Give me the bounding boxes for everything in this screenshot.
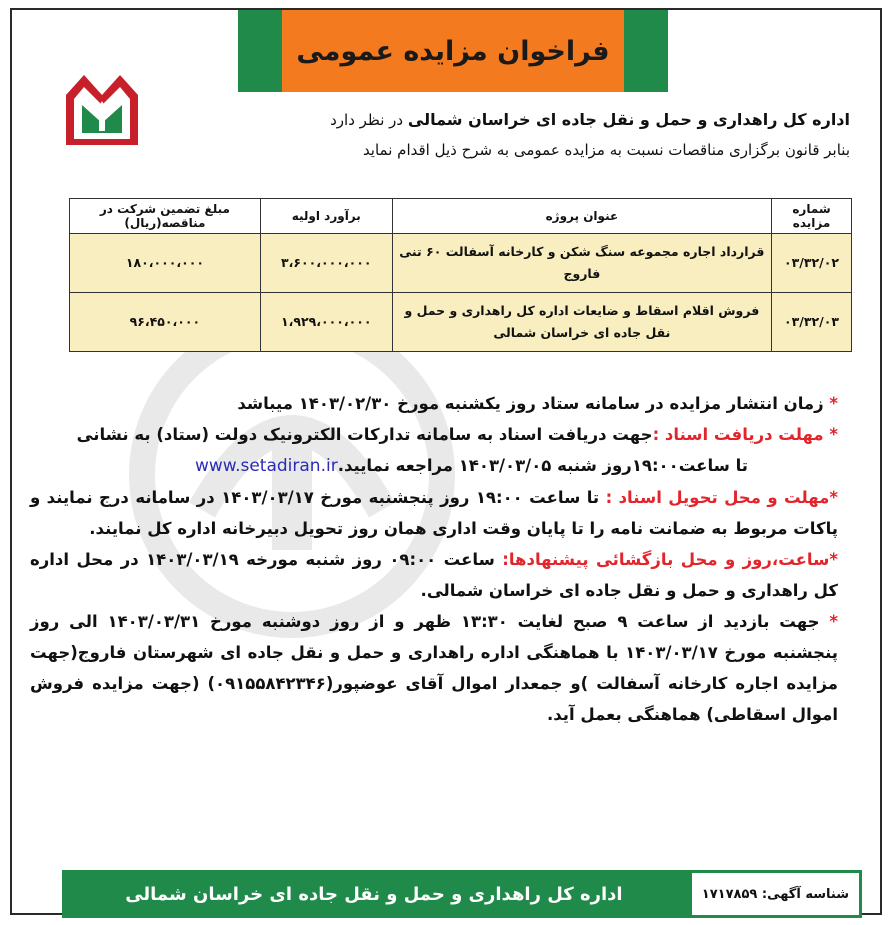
- bullet-star-icon: *: [823, 394, 838, 413]
- open-label: ساعت،روز و محل بازگشائی پیشنهادها:: [502, 550, 830, 569]
- receive-item: [30, 419, 838, 482]
- bullet-star-icon: *: [819, 612, 839, 631]
- intro-line-2: بنابر قانون برگزاری مناقصات نسبت به مزایده عمومی به شرح ذیل اقدام نماید: [362, 141, 850, 159]
- project-title-cell: قرارداد اجاره مجموعه سنگ شکن و کارخانه آسفالت ۶۰ تنی فاروج: [392, 234, 771, 293]
- table-row: [70, 234, 852, 293]
- title-banner-right-accent: [238, 10, 282, 92]
- deliver-text: تا ساعت ۱۹:۰۰ روز پنجشنبه مورخ ۱۴۰۳/۰۳/۱۷ در سامانه درج نمایند و پاکات مربوط به ضمانت نامه را تا پایان وقت اداری همان روز تحویل دبیرخانه اداره کل نمایند.: [30, 488, 838, 538]
- setadiran-link[interactable]: [30, 450, 838, 482]
- initial-estimate-cell: ۳،۶۰۰،۰۰۰،۰۰۰: [260, 234, 392, 293]
- notice-body: [30, 388, 838, 730]
- publish-text: زمان انتشار مزایده در سامانه ستاد روز یکشنبه مورخ ۱۴۰۳/۰۲/۳۰ میباشد: [237, 394, 824, 413]
- footer-bar: [62, 870, 862, 918]
- title-banner-left-accent: [624, 10, 668, 92]
- auction-number-cell: ۰۳/۳۲/۰۳: [772, 293, 852, 352]
- publish-item: [30, 388, 838, 419]
- header-initial-estimate: برآورد اولیه: [260, 199, 392, 234]
- header-project-title: عنوان پروژه: [392, 199, 771, 234]
- header-auction-number: شماره مزایده: [772, 199, 852, 234]
- deliver-label: مهلت و محل تحویل اسناد :: [605, 488, 830, 507]
- intro-line-1: [90, 105, 850, 135]
- setadiran-url[interactable]: www.setadiran.ir: [194, 456, 338, 476]
- organization-name: اداره کل راهداری و حمل و نقل جاده ای خراسان شمالی: [407, 110, 850, 129]
- visit-text: جهت بازدید از ساعت ۹ صبح لغایت ۱۳:۳۰ ظهر و از روز دوشنبه مورخ ۱۴۰۳/۰۳/۳۱ الی روز پنجشنبه مورخ ۱۴۰۳/۰۳/۱۷ با هماهنگی اداره راهداری و حمل و نقل جاده ای شهرستان فاروج(جهت مزایده اجاره کارخانه آسفالت )و جمعدار اموال آقای عوضپور(۰۹۱۵۵۸۴۲۳۴۶) (جهت مزایده فروش اموال اسقاطی) هماهنگی بعمل آید.: [30, 612, 838, 724]
- project-title-cell: فروش اقلام اسقاط و ضایعات اداره کل راهداری و حمل و نقل جاده ای خراسان شمالی: [392, 293, 771, 352]
- title-banner: [238, 10, 668, 92]
- bullet-star-icon: *: [829, 550, 838, 569]
- deliver-item: [30, 482, 838, 544]
- open-text: ساعت ۰۹:۰۰ روز شنبه مورخه ۱۴۰۳/۰۳/۱۹ در محل اداره کل راهداری و حمل و نقل جاده ای خراسان شمالی.: [30, 550, 838, 600]
- footer-organization-name: اداره کل راهداری و حمل و نقل جاده ای خراسان شمالی: [125, 883, 623, 905]
- table-row: [70, 293, 852, 352]
- page-title: فراخوان مزایده عمومی: [282, 10, 624, 92]
- receive-text: جهت دریافت اسناد به سامانه تدارکات الکترونیک دولت (ستاد) به نشانی: [76, 425, 653, 444]
- ad-id-label: شناسه آگهی:: [761, 886, 849, 902]
- open-item: [30, 544, 838, 606]
- visit-item: [30, 606, 838, 730]
- intro-line-1-rest: در نظر دارد: [330, 111, 408, 129]
- auction-number-cell: ۰۳/۳۲/۰۲: [772, 234, 852, 293]
- table-header-row: [70, 199, 852, 234]
- initial-estimate-cell: ۱،۹۲۹،۰۰۰،۰۰۰: [260, 293, 392, 352]
- auction-table: [69, 198, 852, 352]
- intro-text: [90, 105, 850, 165]
- receive-text-2: تا ساعت۱۹:۰۰روز شنبه ۱۴۰۳/۰۳/۰۵ مراجعه نمایید.: [337, 456, 748, 475]
- guarantee-amount-cell: ۱۸۰،۰۰۰،۰۰۰: [70, 234, 261, 293]
- notice-frame: [10, 8, 882, 915]
- receive-label: مهلت دریافت اسناد :: [652, 425, 824, 444]
- header-guarantee-amount: مبلغ تضمین شرکت در مناقصه(ریال): [70, 199, 261, 234]
- ad-id-box: [686, 873, 859, 915]
- bullet-star-icon: *: [823, 425, 838, 444]
- bullet-star-icon: *: [829, 488, 838, 507]
- guarantee-amount-cell: ۹۶،۴۵۰،۰۰۰: [70, 293, 261, 352]
- ad-id-value: ۱۷۱۷۸۵۹: [701, 886, 758, 902]
